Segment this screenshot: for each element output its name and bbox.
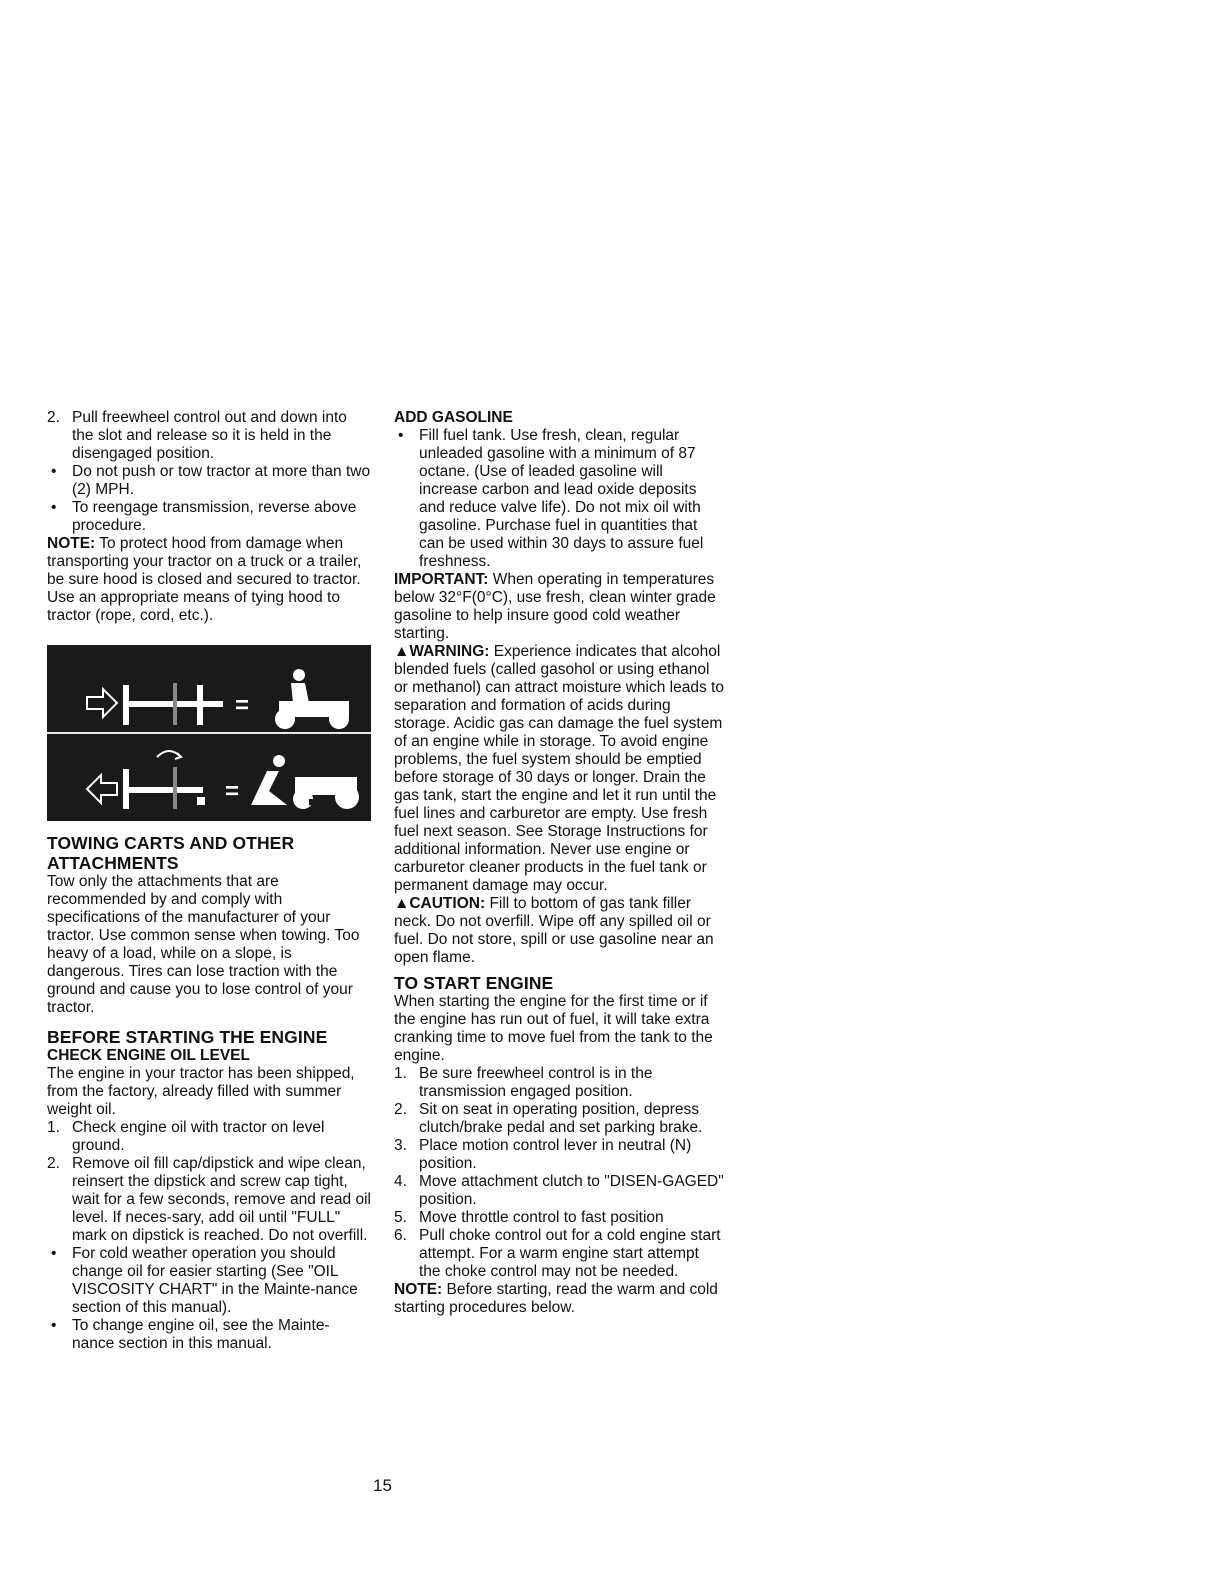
list-item: • To change engine oil, see the Mainte-nance section in this manual. [51, 1317, 330, 1352]
freewheel-step-2: 2. Pull freewheel control out and down into the slot and release so it is held in the disengaged position. [47, 409, 347, 462]
start-intro-text: When starting the engine for the first time or if the engine has run out of fuel, it will take extra cranking time to move fuel from the tank to the engine. [394, 993, 713, 1064]
warning-triangle-icon: ▲ [394, 643, 410, 660]
oil-intro-text: The engine in your tractor has been shipped, from the factory, already filled with summer weight oil. [47, 1065, 355, 1118]
freewheel-illustration [47, 645, 371, 821]
list-item: • To reengage transmission, reverse above procedure. [51, 499, 357, 534]
page-number: 15 [373, 1476, 392, 1495]
add-gasoline-heading: ADD GASOLINE [394, 409, 513, 426]
left-column [47, 409, 371, 1353]
before-starting-heading: BEFORE STARTING THE ENGINE [47, 1027, 328, 1047]
list-item: 1. Check engine oil with tractor on level ground. [47, 1119, 325, 1154]
list-item: • Do not push or tow tractor at more than two (2) MPH. [51, 463, 371, 498]
hood-note: NOTE: To protect hood from damage when transporting your tractor on a truck or a trailer, be sure hood is closed and secured to tractor. Use an appropriate means of tying hood to tractor (rope, cord, etc.). [47, 535, 362, 624]
warning-note: ▲WARNING: Experience indicates that alcohol blended fuels (called gasohol or using ethanol or methanol) can attract moisture which leads to separation and formation of acids during storage. Acidic gas can damage the fuel system of an engine while in storage. To avoid engine problems, the fuel system should be emptied before storage of 30 days or longer. Drain the gas tank, start the engine and let it run until the fuel lines and carburetor are empty. Use fresh fuel next season. See Storage Instructions for additional information. Never use engine or carburetor cleaner products in the fuel tank or permanent damage may occur. [394, 643, 724, 894]
list-item: 3. Place motion control lever in neutral (N) position. [394, 1137, 692, 1172]
caution-note: ▲CAUTION: Fill to bottom of gas tank filler neck. Do not overfill. Wipe off any spilled oil or fuel. Do not store, spill or use gasoline near an open flame. [394, 895, 714, 966]
list-item: • Fill fuel tank. Use fresh, clean, regular unleaded gasoline with a minimum of 87 octane. (Use of leaded gasoline will increase carbon and lead oxide deposits and reduce valve life). Do not mix oil with gasoline. Purchase fuel in quantities that can be used within 30 days to assure fuel freshness. [398, 427, 704, 570]
freewheel-diagram [47, 645, 371, 821]
starting-note: NOTE: Before starting, read the warm and cold starting procedures below. [394, 1281, 718, 1316]
svg-text:=: = [235, 692, 250, 719]
warning-triangle-icon: ▲ [394, 895, 410, 912]
list-item: 1. Be sure freewheel control is in the transmission engaged position. [394, 1065, 653, 1100]
important-note: IMPORTANT: When operating in temperatures below 32°F(0°C), use fresh, clean winter grade gasoline to help insure good cold weather starting. [394, 571, 716, 642]
list-item: • For cold weather operation you should change oil for easier starting (See "OIL VISCOSITY CHART" in the Mainte-nance section of this manual). [51, 1245, 358, 1316]
towing-heading: TOWING CARTS AND OTHER ATTACHMENTS [47, 833, 295, 873]
svg-text:=: = [225, 778, 240, 805]
list-item: 4. Move attachment clutch to "DISEN-GAGED" position. [394, 1173, 724, 1208]
list-item: 2. Remove oil fill cap/dipstick and wipe clean, reinsert the dipstick and screw cap tight, wait for a few seconds, remove and read oil level. If neces-sary, add oil until "FULL" mark on dipstick is reached. Do not overfill. [47, 1155, 371, 1244]
right-column [394, 409, 724, 1317]
list-item: 2. Sit on seat in operating position, depress clutch/brake pedal and set parking brake. [394, 1101, 703, 1136]
to-start-engine-heading: TO START ENGINE [394, 973, 554, 993]
check-oil-heading: CHECK ENGINE OIL LEVEL [47, 1047, 250, 1064]
list-item: 5. Move throttle control to fast position [394, 1209, 664, 1226]
towing-text: Tow only the attachments that are recommended by and comply with specifications of the manufacturer of your tractor. Use common sense when towing. Too heavy of a load, while on a slope, is dangerous. Tires can lose traction with the ground and cause you to lose control of your tractor. [47, 873, 360, 1016]
list-item: 6. Pull choke control out for a cold engine start attempt. For a warm engine start attempt the choke control may not be needed. [394, 1227, 721, 1280]
